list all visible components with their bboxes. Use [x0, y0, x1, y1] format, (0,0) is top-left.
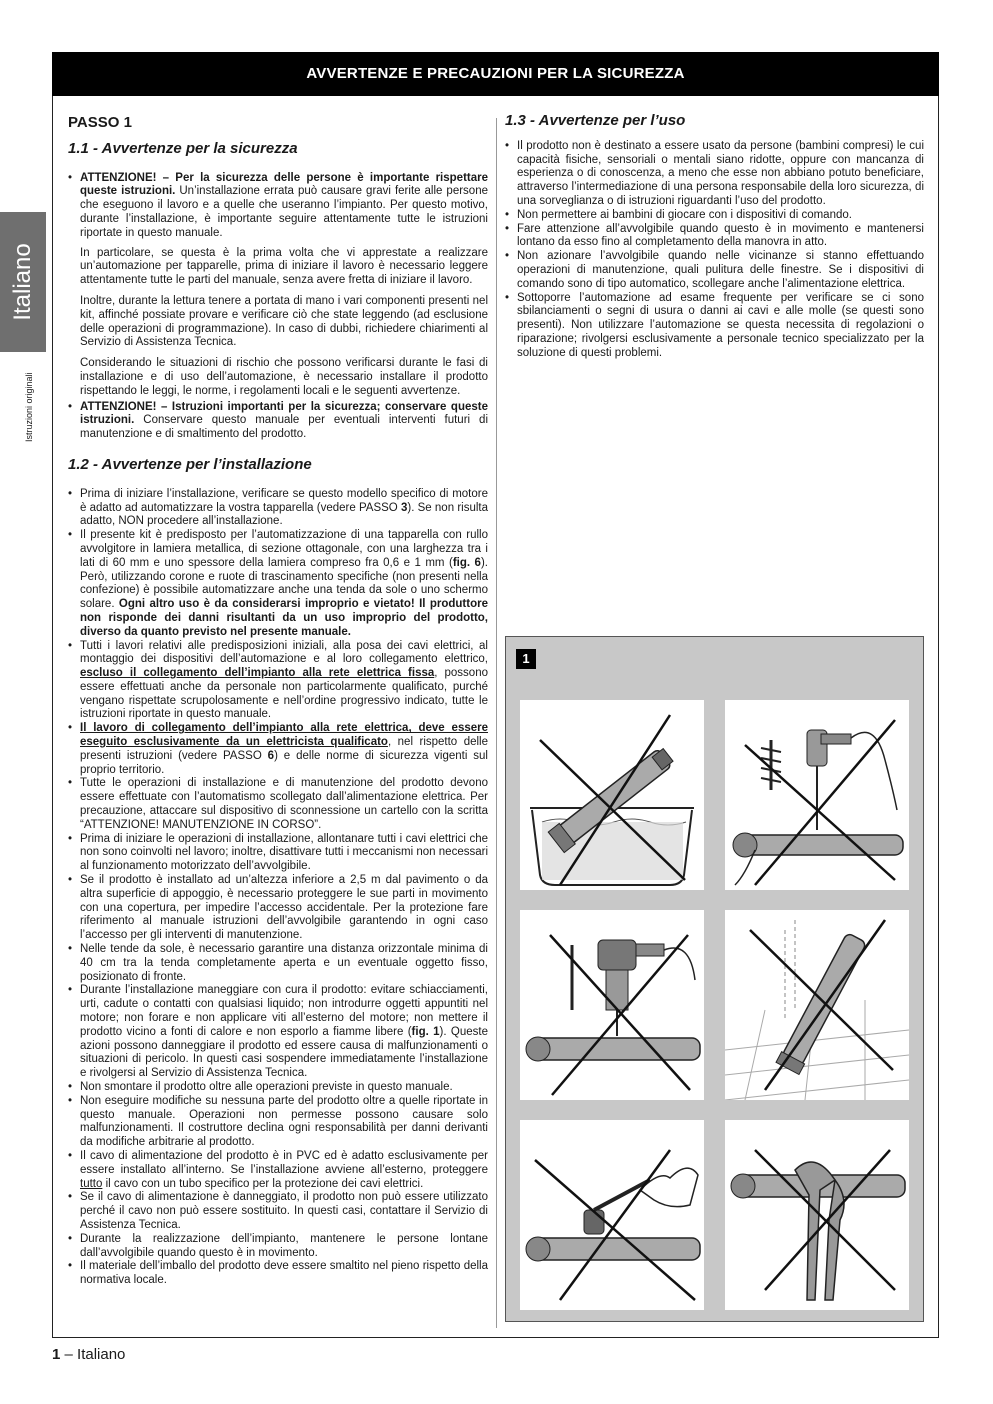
list-item: • Non eseguire modifiche su nessuna parte del prodotto oltre a quelle riportate in questo manuale. Operazioni non permesse possono causare solo malfunzionamenti. Il costruttore declina ogni responsabilità per danni derivanti da modifiche arbitrarie al prodotto.: [68, 1095, 488, 1150]
panel-hammer-on-motor: [520, 1120, 704, 1310]
column-divider: [496, 118, 497, 1328]
right-column: [505, 114, 924, 361]
list-item: • Durante la realizzazione dell’impianto, mantenere le persone lontane dall’avvolgibile quando questo è in movimento.: [68, 1233, 488, 1261]
list-item: • Il materiale dell’imballo del prodotto deve essere smaltito nel pieno rispetto della normativa locale.: [68, 1260, 488, 1288]
motor-falling-illustration: [725, 910, 909, 1100]
section-1-2-title: 1.2 - Avvertenze per l’installazione: [68, 455, 312, 473]
panel-motor-in-water: [520, 700, 704, 890]
figure-1: [505, 636, 924, 1322]
list-item: • Nelle tende da sole, è necessario garantire una distanza orizzontale minima di 40 cm tra la tenda completamente aperta e un eventuale oggetto fisso, posizionato di fronte.: [68, 943, 488, 984]
usage-item: • Non permettere ai bambini di giocare con i dispositivi di comando.: [505, 209, 924, 223]
usage-item: • Il prodotto non è destinato a essere usato da persone (bambini compresi) le cui capacità fisiche, sensoriali o mentali siano ridotte, oppure con mancanza di esperienza o di conoscenza, a meno che esse non abbiano potuto beneficiare, attraverso l’intermediazione di una persona responsabile della loro sicurezza, di una sorveglianza o di istruzioni riguardanti l’uso del prodotto.: [505, 140, 924, 209]
section-1-1-title: 1.1 - Avvertenze per la sicurezza: [68, 139, 298, 157]
section-1-3-title: 1.3 - Avvertenze per l’uso: [505, 112, 686, 129]
list-item: • Prima di iniziare l’installazione, verificare se questo modello specifico di motore è adatto ad automatizzare la vostra tapparella (vedere PASSO 3). Se non risulta adatto, NON procedere all’installazione.: [68, 488, 488, 529]
list-item: • Se il cavo di alimentazione è danneggiato, il prodotto non può essere utilizzato perché il cavo non può essere sostituito. In questi casi, contattare il Servizio di Assistenza Tecnica.: [68, 1191, 488, 1232]
list-item: • Tutte le operazioni di installazione e di manutenzione del prodotto devono essere effettuate con l’automatismo scollegato dall’alimentazione elettrica. Per precauzione, attaccare sul dispositivo di sconnessione un cartello con la scritta “ATTENZIONE! MANUTENZIONE IN CORSO”.: [68, 777, 488, 832]
left-column: [68, 114, 488, 1288]
panel-motor-falling: [725, 910, 909, 1100]
hammer-illustration: [520, 1120, 704, 1310]
list-item: • Il presente kit è predisposto per l’automatizzazione di una tapparella con rullo avvolgitore in lamiera metallica, di sezione ottagonale, con una larghezza tra i lati di 60 mm e uno spessore della lamiera compreso fra 0,6 e 1 mm (fig. 6). Però, utilizzando corone e ruote di trascinamento specifiche (non presenti nella confezione) è possibile automatizzare anche una tenda da sole o uno schermo solare. Ogni altro uso è da considerarsi improprio e vietato! Il produttore non risponde dei danni risultanti da un uso improprio del prodotto, diverso da quanto previsto nel presente manuale.: [68, 529, 488, 639]
list-item: • Tutti i lavori relativi alle predisposizioni iniziali, alla posa dei cavi elettrici, al montaggio dei dispositivi dell’automazione e al loro collegamento elettrico, escluso il collegamento dell’impianto alla rete elettrica fissa, possono essere effettuati anche da personale non particolarmente qualificato, purché vengano rispettate scrupolosamente e nell’ordine progressivo indicato, tutte le istruzioni riportate in questo manuale.: [68, 640, 488, 723]
list-item: • Non smontare il prodotto oltre alle operazioni previste in questo manuale.: [68, 1081, 488, 1095]
figure-number: 1: [516, 649, 536, 669]
panel-screw-drilling: [725, 700, 909, 890]
warning-2: [68, 401, 488, 442]
paragraph-2: In particolare, se questa è la prima volta che vi apprestate a realizzare un’automazione per tapparelle, prima di iniziare il lavoro è necessario leggere attentamente tutte le parti del manuale, senza avere fretta di iniziare il lavoro.: [80, 246, 488, 287]
list-item: • Se il prodotto è installato ad un’altezza inferiore a 2,5 m dal pavimento o da altra superficie di appoggio, è necessario proteggere le sue parti in movimento con una copertura, per impedire l’accesso accidentale. Per la protezione fare riferimento al manuale istruzioni dell’avvolgibile garantendo in ogni caso l’accesso per gli interventi di manutenzione.: [68, 874, 488, 943]
usage-item: • Fare attenzione all’avvolgibile quando questo è in movimento e mantenersi lontano da esso fino al completamento della manovra in atto.: [505, 223, 924, 251]
motor-in-water-illustration: [520, 700, 704, 890]
paragraph-3: Inoltre, durante la lettura tenere a portata di mano i vari componenti presenti nel kit, affinché possiate provare e verificare ciò che state leggendo (ad esclusione delle operazioni di programmazione). In caso di dubbi, richiedere chiarimenti al Servizio di Assistenza Tecnica.: [80, 294, 488, 349]
page-header: AVVERTENZE E PRECAUZIONI PER LA SICUREZZA: [52, 52, 939, 96]
language-tab: [0, 212, 46, 352]
warning-1-text: Un’installazione errata può causare gravi ferite alle persone che eseguono il lavoro e a quelle che useranno l’impianto. Per questo motivo, durante l’installazione, è importante seguire attentamente tutte le istruzioni riportate in questo manuale.: [80, 185, 488, 239]
usage-item: • Sottoporre l’automazione ad esame frequente per verificare se ci sono sbilanciamenti o segni di usura o danni ai cavi e alle molle (se questi sono presenti). Non utilizzare l’automazione se questa necessita di regolazioni o riparazione; rivolgersi esclusivamente a personale tecnico specializzato per la soluzione di questi problemi.: [505, 292, 924, 361]
step-title: PASSO 1: [68, 114, 132, 131]
side-note-text: Istruzioni originali: [24, 372, 34, 442]
warning-2-bold: ATTENZIONE! – Istruzioni importanti per la sicurezza; conservare queste istruzioni.: [80, 400, 488, 427]
pliers-illustration: [725, 1120, 909, 1310]
list-item: • Durante l’installazione maneggiare con cura il prodotto: evitare schiacciamenti, urti, cadute o contatti con qualsiasi liquido; non introdurre oggetti appuntiti nel motore; non forare e non applicare viti all’esterno del motore; non mettere il prodotto vicino a fonti di calore e non esporlo a fiamme libere (fig. 1). Queste azioni possono danneggiare il prodotto ed essere causa di malfunzionamenti o situazioni di pericolo. In questi casi sospendere immediatamente l’installazione e rivolgersi al Servizio di Assistenza Tecnica.: [68, 984, 488, 1081]
usage-item: • Non azionare l’avvolgibile quando nelle vicinanze si stanno effettuando operazioni di manutenzione, quali pulitura delle finestre. Se i dispositivi di comando sono di tipo automatico, scollegare anche l’alimentazione elettrica.: [505, 250, 924, 291]
warning-1: [68, 172, 488, 241]
list-item: • Il cavo di alimentazione del prodotto è in PVC ed è adatto esclusivamente per essere installato all’interno. Se l’installazione avviene all’esterno, proteggere tutto il cavo con un tubo specifico per la protezione dei cavi elettrici.: [68, 1150, 488, 1191]
warning-1-bold: ATTENZIONE! – Per la sicurezza delle persone è importante rispettare queste istruzioni.: [80, 171, 488, 198]
footer-language: Italiano: [77, 1346, 126, 1363]
page-footer: [52, 1346, 125, 1363]
list-item: • Il lavoro di collegamento dell’impianto alla rete elettrica, deve essere eseguito esclusivamente da un elettricista qualificato, nel rispetto delle presenti istruzioni (vedere PASSO 6) e delle norme di sicurezza vigenti sul proprio territorio.: [68, 722, 488, 777]
page-number: 1: [52, 1346, 61, 1363]
list-item: • Prima di iniziare le operazioni di installazione, allontanare tutti i cavi elettrici che non sono coinvolti nel lavoro; inoltre, disattivare tutti i meccanismi non necessari al funzionamento motorizzato dell’avvolgibile.: [68, 833, 488, 874]
paragraph-4: Considerando le situazioni di rischio che possono verificarsi durante le fasi di installazione e di uso dell’automazione, è necessario installare il prodotto rispettando le leggi, le norme, i regolamenti locali e le seguenti avvertenze.: [80, 357, 488, 397]
drill-on-motor-illustration: [520, 910, 704, 1100]
screw-drilling-illustration: [725, 700, 909, 890]
language-tab-label: Italiano: [9, 243, 36, 321]
warning-2-text: Conservare questo manuale per eventuali interventi futuri di manutenzione e di smaltimento del prodotto.: [80, 414, 488, 441]
panel-drill-on-motor: [520, 910, 704, 1100]
footer-separator: –: [60, 1346, 78, 1363]
panel-pliers-on-motor: [725, 1120, 909, 1310]
